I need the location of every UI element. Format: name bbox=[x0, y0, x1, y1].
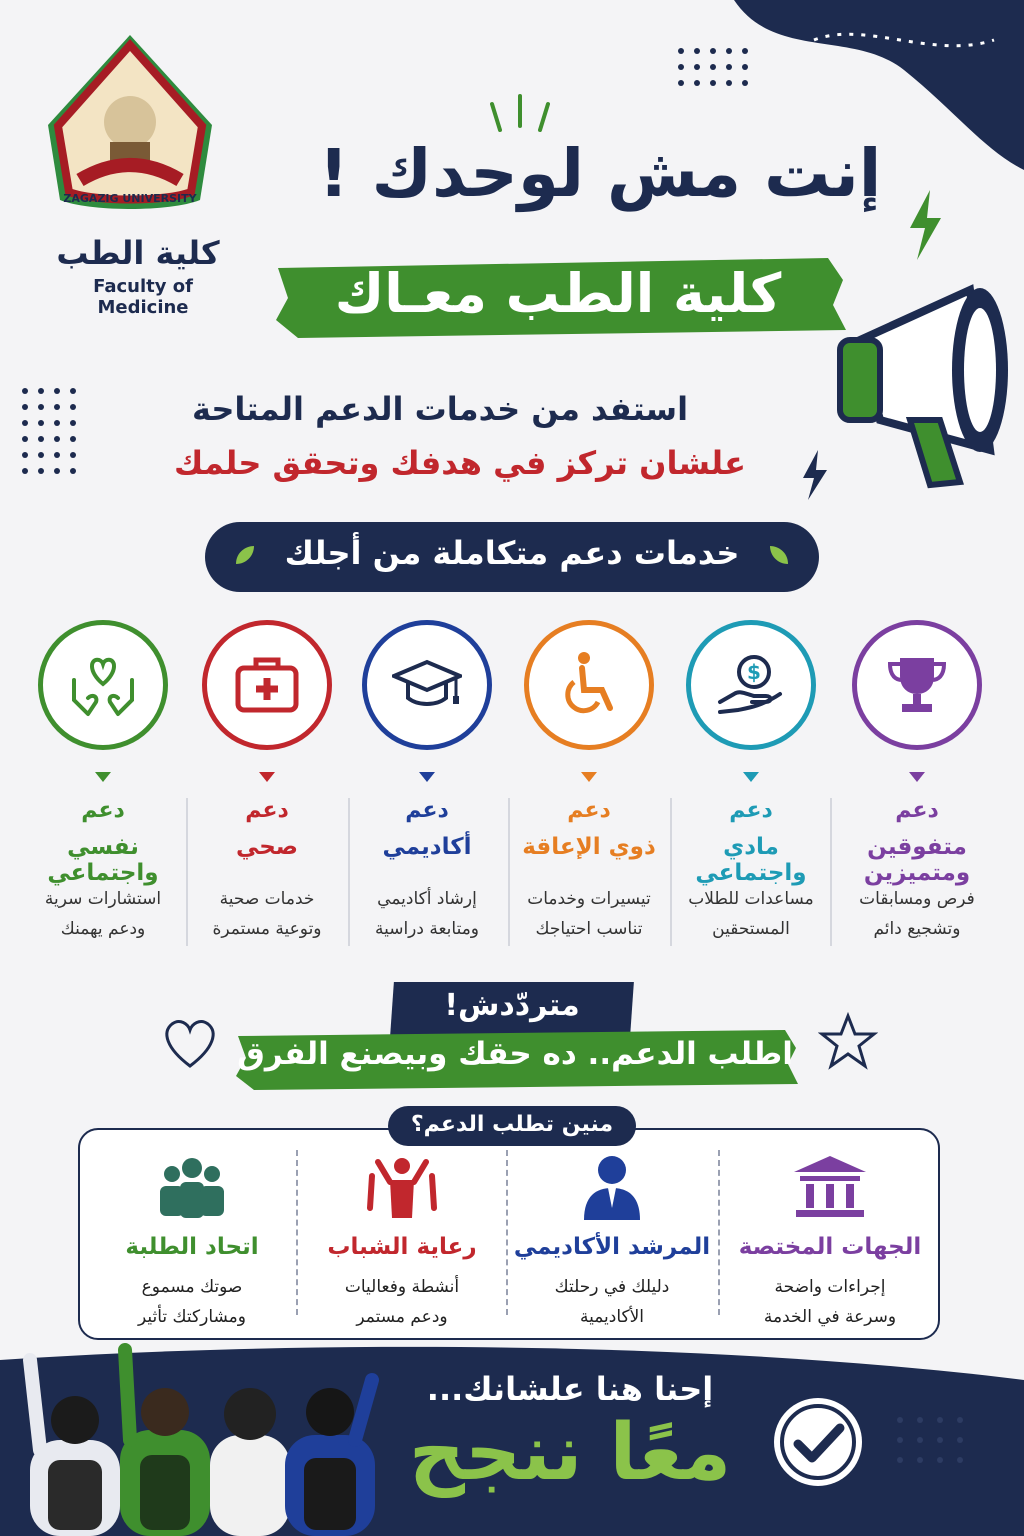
advisor-icon bbox=[572, 1152, 652, 1222]
source-description: دليلك في رحلتك الأكاديمية bbox=[554, 1277, 670, 1327]
lightning-icon bbox=[905, 190, 945, 260]
service-title: متفوقين ومتميزين bbox=[863, 834, 971, 886]
dashed-divider bbox=[296, 1150, 298, 1315]
service-kind: دعم bbox=[895, 798, 939, 823]
service-description: تيسيرات وخدمات تناسب احتياجك bbox=[527, 889, 651, 939]
service-academic bbox=[346, 620, 508, 950]
service-description: مساعدات للطلاب المستحقين bbox=[688, 889, 814, 939]
service-icon-circle bbox=[686, 620, 816, 750]
pointer-triangle bbox=[259, 772, 275, 782]
column-divider bbox=[186, 798, 188, 946]
service-description: إرشاد أكاديمي ومتابعة دراسية bbox=[374, 889, 480, 939]
dashed-divider bbox=[506, 1150, 508, 1315]
source-advisor bbox=[512, 1152, 712, 1332]
service-disability bbox=[508, 620, 670, 950]
service-kind: دعم bbox=[245, 798, 289, 823]
source-authorities bbox=[730, 1152, 930, 1332]
pointer-triangle bbox=[419, 772, 435, 782]
service-icon-circle bbox=[362, 620, 492, 750]
service-title: نفسي واجتماعي bbox=[47, 834, 159, 886]
pointer-triangle bbox=[909, 772, 925, 782]
pointer-triangle bbox=[95, 772, 111, 782]
service-title: ذوي الإعاقة bbox=[522, 834, 656, 860]
heart-hands-icon bbox=[68, 650, 138, 720]
source-title: الجهات المختصة bbox=[738, 1234, 922, 1260]
leaf-icon bbox=[766, 544, 792, 568]
faculty-name-english: Faculty of Medicine bbox=[93, 276, 193, 318]
source-youth-care bbox=[302, 1152, 502, 1332]
ask-for-support-text: اطلب الدعم.. ده حقك وبيصنع الفرق bbox=[237, 1036, 793, 1072]
pointer-triangle bbox=[581, 772, 597, 782]
service-excellence bbox=[836, 620, 998, 950]
service-financial-social bbox=[670, 620, 832, 950]
service-description: فرص ومسابقات وتشجيع دائم bbox=[859, 889, 975, 939]
service-description: خدمات صحية وتوعية مستمرة bbox=[212, 889, 322, 939]
faculty-name-arabic: كلية الطب bbox=[56, 234, 220, 272]
column-divider bbox=[830, 798, 832, 946]
subheading-line-1: استفد من خدمات الدعم المتاحة bbox=[191, 390, 689, 428]
tagline: كلية الطب معـاك bbox=[334, 262, 782, 325]
svg-text:$: $ bbox=[747, 660, 761, 684]
star-outline-icon bbox=[818, 1012, 878, 1072]
megaphone-icon bbox=[820, 270, 1020, 530]
dashed-divider bbox=[718, 1150, 720, 1315]
column-divider bbox=[508, 798, 510, 946]
service-icon-circle bbox=[852, 620, 982, 750]
students-celebrating-illustration bbox=[0, 1340, 380, 1536]
source-title: المرشد الأكاديمي bbox=[513, 1234, 711, 1260]
services-banner-title: خدمات دعم متكاملة من أجلك bbox=[284, 534, 740, 572]
medical-kit-icon bbox=[232, 650, 302, 720]
youth-care-icon bbox=[362, 1152, 442, 1222]
subheading-line-2: علشان تركز في هدفك وتحقق حلمك bbox=[174, 444, 746, 482]
support-sources-title: منين تطلب الدعم؟ bbox=[410, 1112, 614, 1137]
money-hand-icon bbox=[716, 650, 786, 720]
headline: إنت مش لوحدك ! bbox=[318, 135, 882, 212]
source-student-union bbox=[92, 1152, 292, 1332]
heart-outline-icon bbox=[160, 1012, 220, 1072]
institution-icon bbox=[790, 1152, 870, 1222]
check-circle-icon bbox=[770, 1394, 866, 1490]
university-seal-logo bbox=[40, 30, 220, 220]
source-description: أنشطة وفعاليات ودعم مستمر bbox=[344, 1277, 460, 1327]
source-title: اتحاد الطلبة bbox=[125, 1234, 259, 1260]
dot-grid-top bbox=[678, 48, 748, 86]
pointer-triangle bbox=[743, 772, 759, 782]
source-description: إجراءات واضحة وسرعة في الخدمة bbox=[763, 1277, 897, 1327]
source-description: صوتك مسموع ومشاركتك تأثير bbox=[138, 1277, 246, 1327]
service-kind: دعم bbox=[567, 798, 611, 823]
column-divider bbox=[348, 798, 350, 946]
service-title: أكاديمي bbox=[382, 834, 472, 860]
service-icon-circle bbox=[202, 620, 332, 750]
trophy-icon bbox=[882, 650, 952, 720]
service-icon-circle bbox=[524, 620, 654, 750]
service-kind: دعم bbox=[729, 798, 773, 823]
service-title: مادي واجتماعي bbox=[695, 834, 807, 886]
wheelchair-icon bbox=[554, 650, 624, 720]
burst-lines-icon bbox=[490, 92, 550, 132]
lightning-icon bbox=[800, 450, 830, 500]
service-title: صحي bbox=[235, 834, 299, 860]
service-icon-circle bbox=[38, 620, 168, 750]
service-kind: دعم bbox=[405, 798, 449, 823]
service-psychological bbox=[22, 620, 184, 950]
service-kind: دعم bbox=[81, 798, 125, 823]
service-health bbox=[186, 620, 348, 950]
hesitate-text: متردّدش! bbox=[444, 988, 580, 1023]
here-for-you-text: إحنا هنا علشانك... bbox=[426, 1370, 714, 1408]
column-divider bbox=[670, 798, 672, 946]
source-title: رعاية الشباب bbox=[327, 1234, 477, 1260]
dot-grid-left bbox=[22, 388, 76, 474]
graduation-cap-icon bbox=[392, 650, 462, 720]
student-union-icon bbox=[152, 1152, 232, 1222]
leaf-icon bbox=[232, 544, 258, 568]
together-we-succeed: معًا ننجح bbox=[408, 1408, 732, 1498]
service-description: استشارات سرية ودعم يهمنك bbox=[44, 889, 162, 939]
svg-text:ZAGAZIG UNIVERSITY: ZAGAZIG UNIVERSITY bbox=[63, 192, 197, 205]
